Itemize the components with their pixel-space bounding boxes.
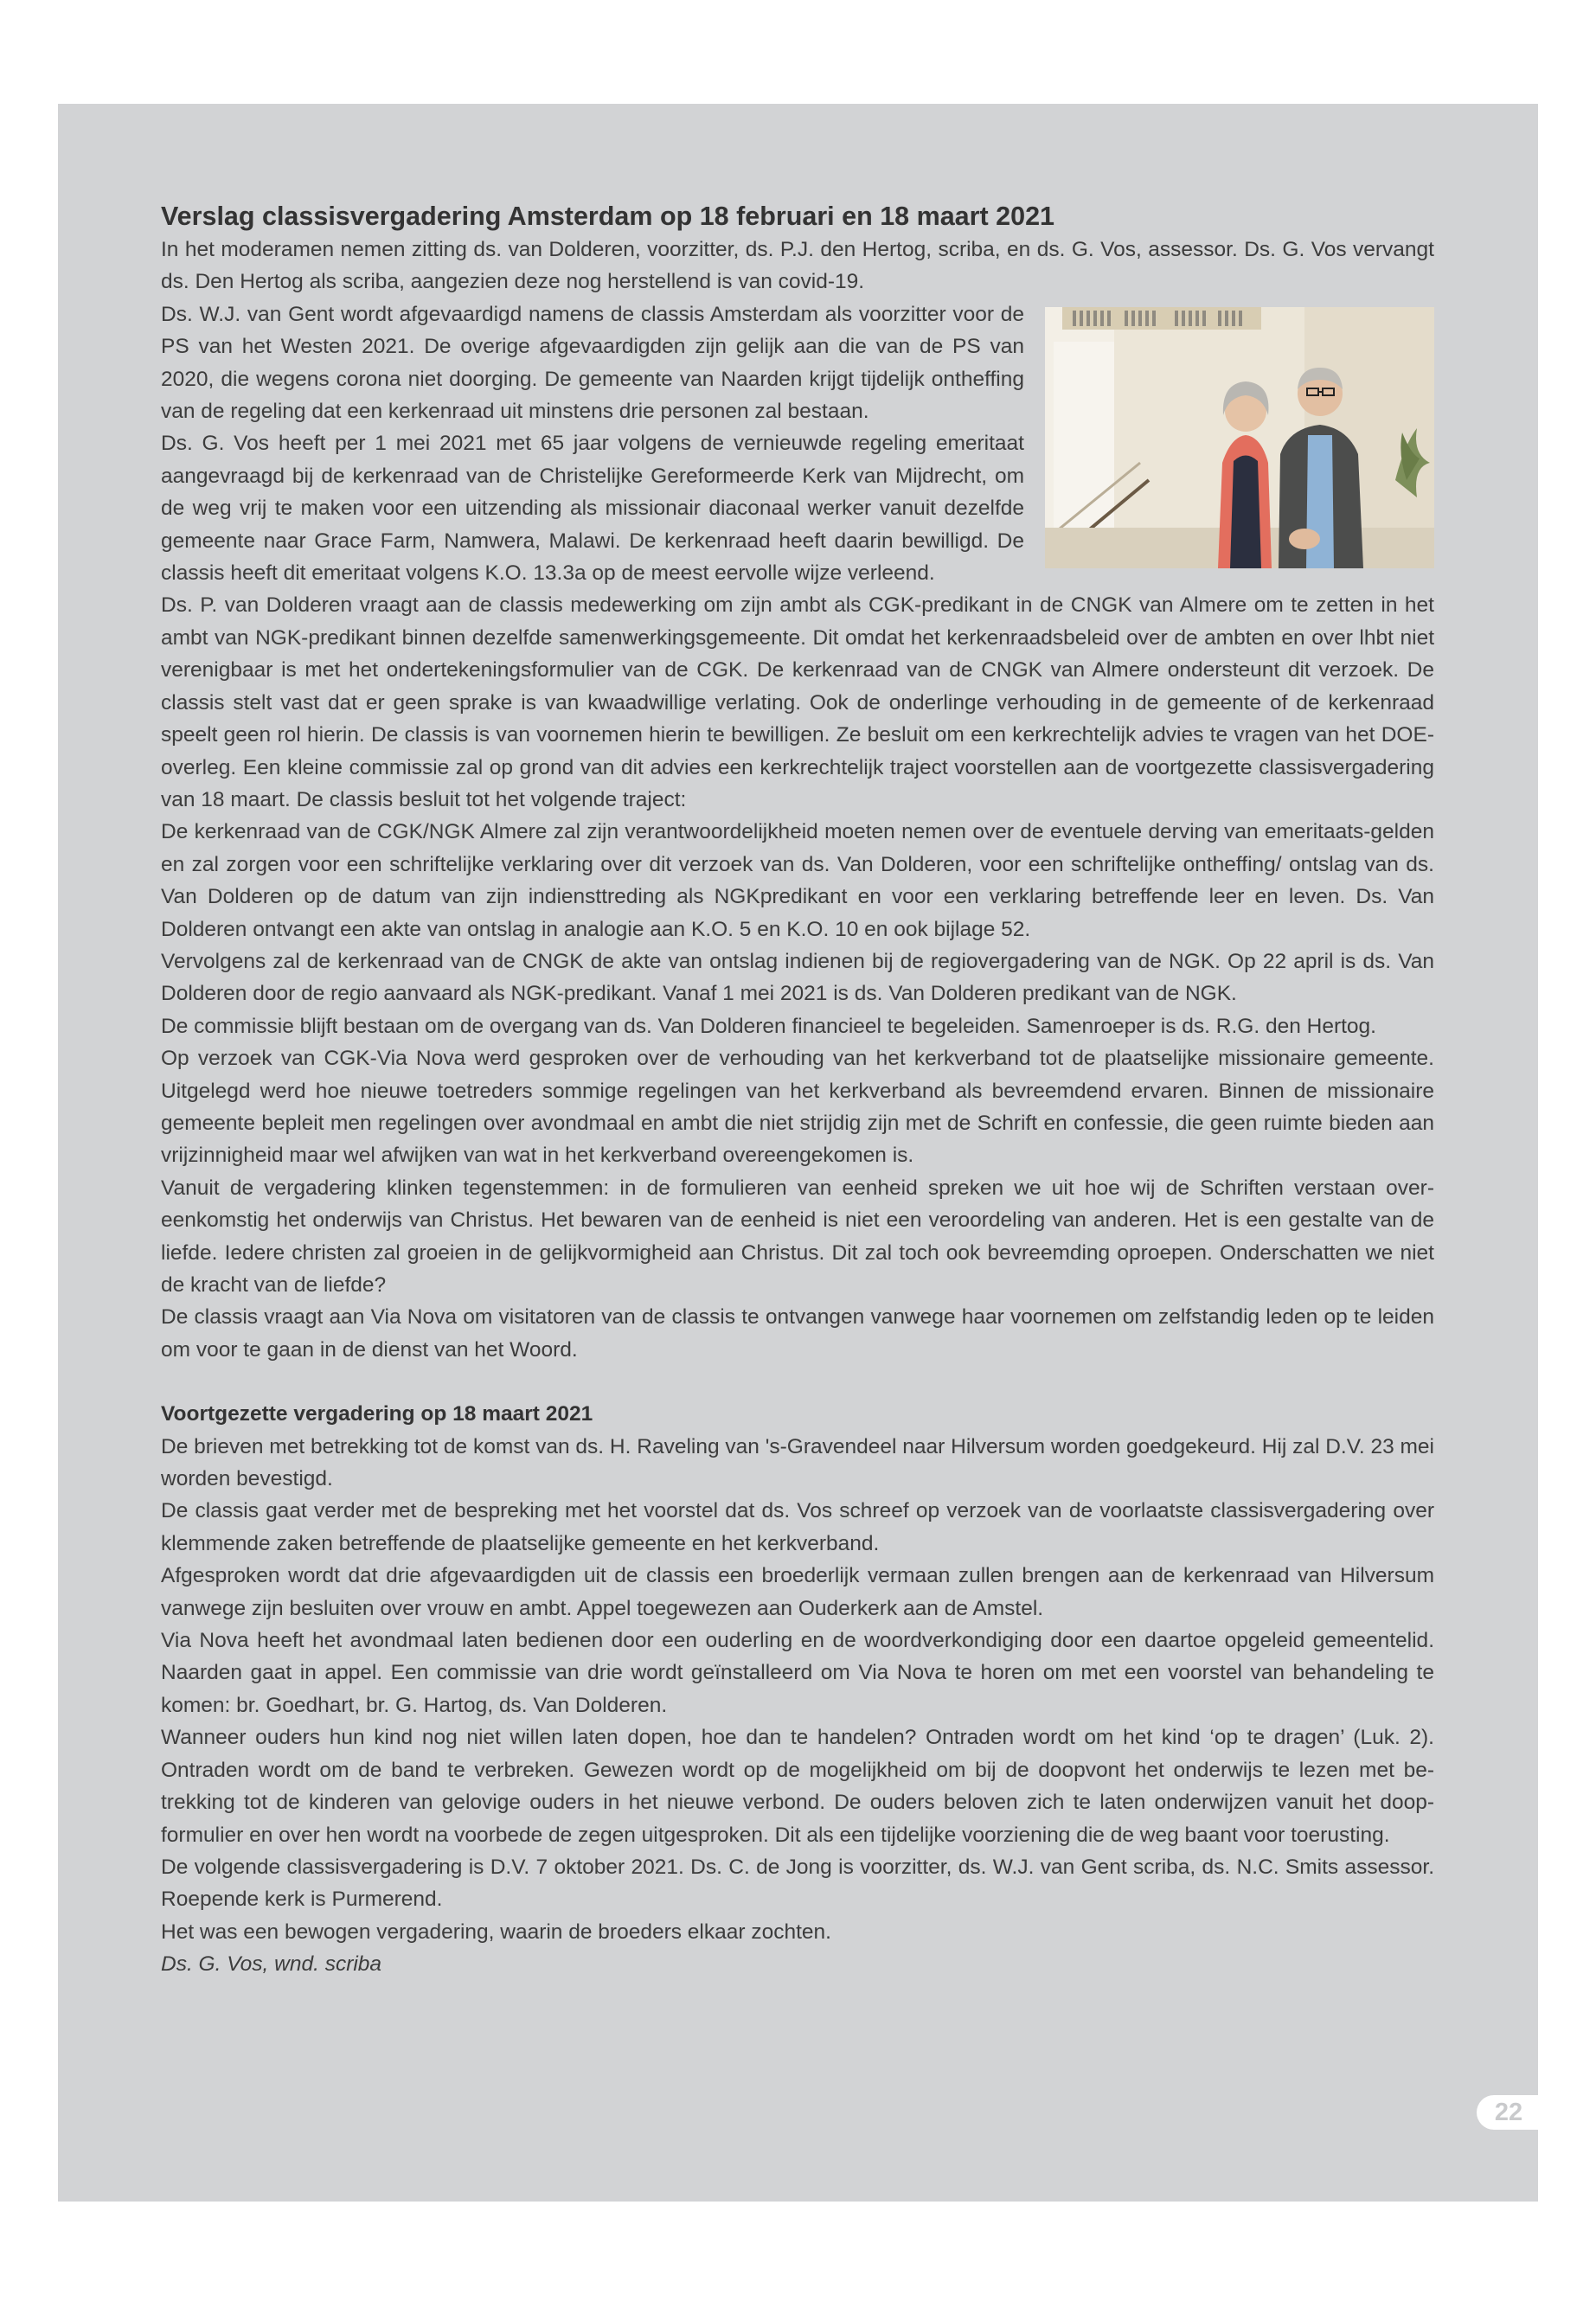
article-photo [1045,307,1434,568]
paragraph: Vanuit de vergadering klinken tegenstemmen: in de formulieren van eenheid spreken we uit hoe wij de Schriften verstaan over-eenkomstig het onderwijs van Christus. Het bewaren van de eenheid is niet een veroordeling van anderen. Het is een gestalte van de liefde. Iedere christen zal groeien in de gelijkvormigheid aan Christus. Dit zal toch ook bevreemding oproepen. Onderschatten we niet de kracht van de liefde? [161,1176,1434,1297]
paragraph: De classis gaat verder met de bespreking met het voorstel dat ds. Vos schreef op verzoek van de voorlaatste classisvergadering over klemmende zaken betreffende de plaatselijke gemeente en het kerkverband. [161,1499,1434,1555]
paragraph: Op verzoek van CGK-Via Nova werd gesproken over de verhouding van het kerkverband tot de plaatselijke missionaire gemeente. Uitgelegd werd hoe nieuwe toetreders sommige regelingen van het kerkverband als bevreemdend ervaren. Binnen de missionaire gemeente bepleit men regelingen over avondmaal en ambt die niet strijdig zijn met de Schrift en confessie, die geen ruimte bieden aan vrijzinnigheid maar wel afwijken van wat in het kerkverband overeengekomen is. [161,1047,1434,1168]
paragraph: In het moderamen nemen zitting ds. van Dolderen, voorzitter, ds. P.J. den Hertog, scriba, en ds. G. Vos, assessor. Ds. G. Vos vervangt ds. Den Hertog als scriba, aangezien deze nog herstellend is van covid-19. [161,238,1434,294]
paragraph: De volgende classisvergadering is D.V. 7 oktober 2021. Ds. C. de Jong is voorzitter, ds. W.J. van Gent scriba, ds. N.C. Smits assessor. Roepende kerk is Purmerend. [161,1855,1434,1912]
paragraph: Via Nova heeft het avondmaal laten bedienen door een ouderling en de woordverkondiging door een daartoe opgeleid gemeentelid. Naarden gaat in appel. Een commissie van drie wordt geïnstalleerd om Via Nova te horen om met een voorstel van behandeling te komen: br. Goedhart, br. G. Hartog, ds. Van Dolderen. [161,1629,1434,1717]
section-heading: Voortgezette vergadering op 18 maart 2021 [161,1402,593,1426]
paragraph: De brieven met betrekking tot de komst van ds. H. Raveling van 's-Gravendeel naar Hilversum worden goedgekeurd. Hij zal D.V. 23 mei worden bevestigd. [161,1434,1434,1491]
article-title: Verslag classisvergadering Amsterdam op 18 februari en 18 maart 2021 [161,202,1054,231]
paragraph: Vervolgens zal de kerkenraad van de CNGK de akte van ontslag indienen bij de regiovergadering van de NGK. Op 22 april is ds. Van Dolderen door de regio aanvaard als NGK-predikant. Vanaf 1 mei 2021 is ds. Van Dolderen predikant van de NGK. [161,949,1434,1006]
paragraph: Ds. G. Vos heeft per 1 mei 2021 met 65 jaar volgens de vernieuwde regeling emeritaat aangevraagd bij de kerkenraad van de Christelijke Gereformeerde Kerk van Mijdrecht, om de weg vrij te maken voor een uitzending als missionair diaconaal werker vanuit dezelfde gemeente naar Grace Farm, Namwera, Malawi. De kerkenraad heeft daarin bewilligd. De classis heeft dit emeritaat volgens K.O. 13.3a op de meest eervolle wijze verleend. [161,432,1024,586]
paragraph: Ds. W.J. van Gent wordt afgevaardigd namens de classis Amsterdam als voorzitter voor de PS van het Westen 2021. De overige afgevaardigden zijn gelijk aan die van de PS van 2020, die wegens corona niet doorging. De gemeente van Naarden krijgt tijdelijk ontheffing van de regeling dat een kerkenraad uit minstens drie personen zal bestaan. [161,302,1024,424]
paragraph: Ds. P. van Dolderen vraagt aan de classis medewerking om zijn ambt als CGK-predikant in de CNGK van Almere om te zetten in het ambt van NGK-predikant binnen dezelfde samenwerkingsgemeente. Dit omdat het kerkenraadsbeleid over de ambten en over lhbt niet verenigbaar is met het ondertekeningsformulier van de CGK. De kerkenraad van de CNGK van Almere ondersteunt dit verzoek. De classis stelt vast dat er geen sprake is van kwaadwillige verlating. Ook de onderlinge verhouding in de gemeente of de kerkenraad speelt geen rol hierin. De classis is van voornemen hierin te bewilligen. Ze besluit om een kerkrechtelijk advies te vragen van het DOE-overleg. Een kleine commissie zal op grond van dit advies een kerkrechtelijk traject voorstellen aan de voortgezette classisvergadering van 18 maart. De classis besluit tot het volgende traject: [161,593,1434,811]
section-spacer [161,1366,1434,1398]
paragraph: Afgesproken wordt dat drie afgevaardigden uit de classis een broederlijk vermaan zullen brengen aan de kerkenraad van Hilversum vanwege zijn besluiten over vrouw en ambt. Appel toegewezen aan Ouderkerk aan de Amstel. [161,1564,1434,1620]
page-number: 22 [1477,2095,1541,2130]
paragraph: De classis vraagt aan Via Nova om visitatoren van de classis te ontvangen vanwege haar voornemen om zelfstandig leden op te leiden om voor te gaan in de dienst van het Woord. [161,1305,1434,1362]
paragraph: De kerkenraad van de CGK/NGK Almere zal zijn verantwoordelijkheid moeten nemen over de eventuele derving van emeritaats-gelden en zal zorgen voor een schriftelijke verklaring over dit verzoek van ds. Van Dolderen, voor een schriftelijke ontheffing/ ontslag van ds. Van Dolderen op de datum van zijn indiensttreding als NGKpredikant en voor een verklaring betreffende leer en leven. Ds. Van Dolderen ontvangt een akte van ontslag in analogie aan K.O. 5 en K.O. 10 en ook bijlage 52. [161,820,1434,941]
paragraph: Het was een bewogen vergadering, waarin de broeders elkaar zochten. [161,1920,831,1944]
photo-illustration [1045,307,1434,568]
paragraph: Wanneer ouders hun kind nog niet willen laten dopen, hoe dan te handelen? Ontraden wordt om het kind ‘op te dragen’ (Luk. 2). Ontraden wordt om de band te verbreken. Gewezen wordt op de mogelijkheid om bij de doopvont het onderwijs te lezen met be-trekking tot de kinderen van gelovige ouders in het nieuwe verbond. De ouders beloven zich te laten onderwijzen vanuit het doop-formulier en over hen wordt na voorbede de zegen uitgesproken. Dit als een tijdelijke voorziening die de weg baant voor toerusting. [161,1726,1434,1847]
article [161,197,1434,1981]
signature: Ds. G. Vos, wnd. scriba [161,1952,382,1977]
paragraph: De commissie blijft bestaan om de overgang van ds. Van Dolderen financieel te begeleiden. Samenroeper is ds. R.G. den Hertog. [161,1014,1376,1038]
